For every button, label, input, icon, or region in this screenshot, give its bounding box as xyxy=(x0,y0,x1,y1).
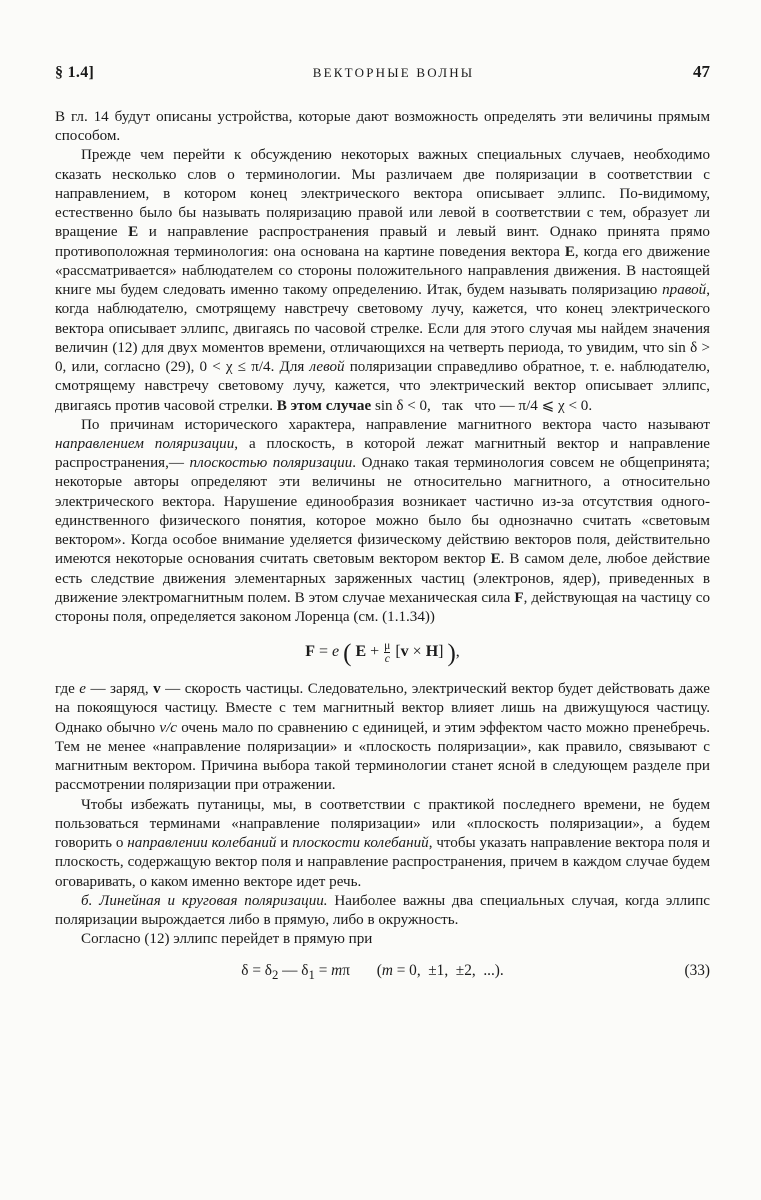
paragraph-2: Прежде чем перейти к обсуждению некоторых важных специальных случаев, необходимо сказать несколько слов о терминологии. Мы различаем две поляризации в соответствии с направлением, в котором конец электрического вектора описывает эллипс. По-видимому, естественно было бы называть поляризацию правой или левой в соответствии с тем, образует ли вращение E и направление распространения правый и левый винт. Однако принята прямо противоположная терминология: она основана на картине поведения вектора E, когда его движение «рассматривается» наблюдателем со стороны положительного направления движения. В настоящей книге мы будем следовать именно такому определению. Итак, будем называть поляризацию правой, когда наблюдателю, смотрящему навстречу световому лучу, кажется, что конец электрического вектора описывает эллипс, двигаясь по часовой стрелке. Если для этого случая мы найдем значения величин (12) для двух моментов времени, отличающихся на четверть периода, то увидим, что sin δ > 0, или, согласно (29), 0 < χ ≤ π/4. Для левой поляризации справедливо обратное, т. е. наблюдателю, смотрящему навстречу световому лучу, кажется, что электрический вектор описывает эллипс, двигаясь против часовой стрелки. В этом случае sin δ < 0, так что — π/4 ⩽ χ < 0. xyxy=(55,147,710,414)
body-text xyxy=(55,108,710,984)
page-header xyxy=(55,62,710,82)
page-content xyxy=(55,62,710,990)
formula-33-number: (33) xyxy=(684,962,710,980)
paragraph-6: б. Линейная и круговая поляризации. Наиболее важны два специальных случая, когда эллипс поляризации вырождается либо в прямую, либо в окружность. xyxy=(55,892,710,929)
paragraph-7: Согласно (12) эллипс перейдет в прямую при xyxy=(81,931,373,948)
running-title: ВЕКТОРНЫЕ ВОЛНЫ xyxy=(312,65,475,80)
page-number: 47 xyxy=(693,62,710,81)
formula-33-expression: $\delta = \delta_2$ — $\delta_1 = m\pi$ (m = 0, ±1, ±2, ...). xyxy=(241,962,504,983)
paragraph-5: Чтобы избежать путаницы, мы, в соответствии с практикой последнего времени, не будем пользоваться терминами «направление поляризации» или «плоскость поляризации», а будем говорить о направлении колебаний и плоскости колебаний, чтобы указать направление вектора поля и плоскость, содержащую вектор поля и направление распространения, причем в каждом случае будем оговаривать, о каком именно векторе идет речь. xyxy=(55,796,710,890)
paragraph-1: В гл. 14 будут описаны устройства, которые дают возможность определять эти величины прямым способом. xyxy=(55,109,710,145)
formula-lorentz-force: F = e ( E + $\frac{\mu}{c}$ [v × H] ), xyxy=(305,640,460,668)
formula-33 xyxy=(55,961,710,983)
paragraph-4: где e — заряд, v — скорость частицы. Следовательно, электрический вектор будет действовать даже на покоящуюся частицу. Вместе с тем магнитный вектор влияет лишь на движущуюся частицу. Однако обычно v/c очень мало по сравнению с единицей, и этим эффектом часто можно пренебречь. Тем не менее «направление поляризации» и «плоскость поляризации», как правило, связывают с магнитным вектором. Причина выбора такой терминологии станет ясной в следующем разделе при рассмотрении поляризации при отражении. xyxy=(55,681,711,794)
paragraph-3: По причинам исторического характера, направление магнитного вектора часто называют направлением поляризации, а плоскость, в которой лежат магнитный вектор и направление распространения,— плоскостью поляризации. Однако такая терминология совсем не общепринята; некоторые авторы определяют эти величины не относительно магнитного, а относительно электрического вектора. Нарушение единообразия возникает частично из-за отсутствия одного-единственного физического понятия, которое можно было бы однозначно считать «световым вектором». Когда особое внимание уделяется физическому действию векторов поля, действительно имеются некоторые основания считать световым вектором вектор E. В самом деле, любое действие есть следствие движения элементарных заряженных частиц (электронов, ядер), приведенных в движение электромагнитным полем. В этом случае механическая сила F, действующая на частицу со стороны поля, определяется законом Лоренца (см. (1.1.34)) xyxy=(55,416,711,626)
section-number: § 1.4] xyxy=(55,64,95,81)
